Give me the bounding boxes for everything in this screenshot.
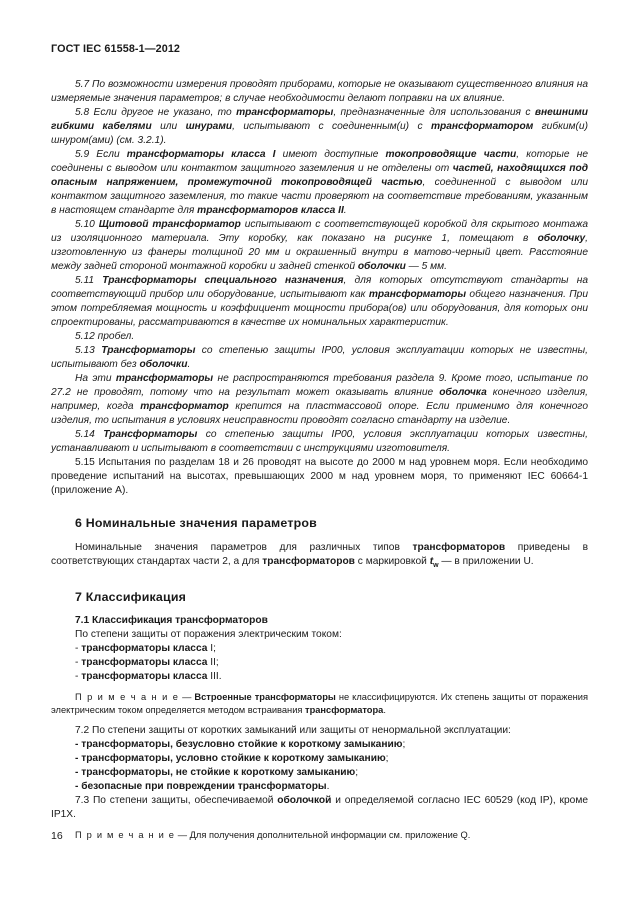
list-item: - трансформаторы, не стойкие к короткому замыканию; (75, 767, 359, 779)
list-item: - трансформаторы, условно стойкие к короткому замыканию; (75, 753, 389, 765)
section-7-heading: 7 Классификация (75, 590, 187, 605)
page-number: 16 (51, 830, 63, 842)
clause-5-13: 5.13 Трансформаторы со степенью защиты IP00, условия эксплуатации которых не известны, испытывают без оболочки. (51, 345, 588, 370)
section-6-heading: 6 Номинальные значения параметров (75, 516, 317, 530)
clause-5-14: 5.14 Трансформаторы со степенью защиты IP00, условия эксплуатации которых известны, устанавливают и испытывают в соответствии с инструкциями изготовителя. (51, 429, 588, 454)
note-7-3: П р и м е ч а н и е — Для получения дополнительной информации см. приложение Q. (75, 830, 471, 841)
clause-5-15: 5.15 Испытания по разделам 18 и 26 проводят на высоте до 2000 м над уровнем моря. Если необходимо проведение испытаний на высотах, превышающих 2000 м над уровнем моря, то применяют IEC 60664-1 (приложение А). (51, 457, 588, 496)
list-item: - трансформаторы, безусловно стойкие к короткому замыканию; (75, 739, 406, 751)
clause-7-1-intro: По степени защиты от поражения электрическим током: (75, 629, 342, 641)
list-item: - трансформаторы класса I; (75, 643, 216, 655)
clause-5-10: 5.10 Щитовой трансформатор испытывают с соответствующей коробкой для скрытого монтажа из изоляционного материала. Эту коробку, как показано на рисунке 1, помещают в оболочку, изготовленную из фанеры толщиной 20 мм и окрашенный внутри в матово-черный цвет. Расстояние между задней стороной монтажной коробки и задней стенкой оболочки — 5 мм. (51, 219, 589, 272)
running-head: ГОСТ IEC 61558-1—2012 (51, 43, 181, 55)
list-item: - трансформаторы класса II; (75, 657, 219, 669)
clause-5-8: 5.8 Если другое не указано, то трансформаторы, предназначенные для использования с внешними гибкими кабелями или шнурами, испытывают с соединенным(и) с трансформатором гибким(и) шнуром(ами) (см. 3.2.1). (51, 107, 588, 146)
clause-5-13-continued: На эти трансформаторы не распространяются требования раздела 9. Кроме того, испытание по 27.2 не проводят, потому что на результат может оказывать влияние оболочка конечного изделия, например, когда трансформатор крепится на пластмассовой опоре. Если применимо для конечного изделия, то испытания в условиях неисправности проводят согласно стандарту на изделие. (51, 373, 588, 426)
clause-7-3: 7.3 По степени защиты, обеспечиваемой оболочкой и определяемой согласно IEC 60529 (код IP), кроме IP1X. (51, 795, 588, 821)
clause-7-1-heading: 7.1 Классификация трансформаторов (75, 615, 268, 627)
note-7-1: П р и м е ч а н и е — Встроенные трансформаторы не классифицируются. Их степень защиты от поражения электрическим током определяется методом встраивания трансформатора. (51, 692, 589, 716)
list-item: - трансформаторы класса III. (75, 671, 222, 683)
clause-5-7: 5.7 По возможности измерения проводят приборами, которые не оказывают существенного влияния на измеряемые значения параметров; в случае необходимости делают поправки на их влияние. (51, 79, 588, 104)
clause-7-2: 7.2 По степени защиты от коротких замыканий или защиты от ненормальной эксплуатации: (75, 725, 511, 737)
clause-5-12: 5.12 пробел. (75, 331, 135, 342)
clause-5-11: 5.11 Трансформаторы специального назначения, для которых отсутствуют стандарты на соответствующий прибор или оборудование, испытывают как трансформаторы общего назначения. При этом потребляемая мощность и коэффициент мощности прибора(ов) или оборудования, для которых они спроектированы, рассматриваются в качестве их номинальных характеристик. (51, 275, 588, 328)
list-item: - безопасные при повреждении трансформаторы. (75, 781, 330, 793)
section-6-text: Номинальные значения параметров для различных типов трансформаторов приведены в соответствующих стандартах части 2, а для трансформаторов с маркировкой $t_w$ — в приложении U. (51, 542, 588, 570)
clause-5-9: 5.9 Если трансформаторы класса I имеют доступные токопроводящие части, которые не соединены с выводом или контактом защитного заземления и не отделены от частей, находящихся под опасным напряжением, промежуточной токопроводящей частью, соединенной с выводом или контактом защитного заземления, то такие части проверяют на соответствие требованиям, указанным в настоящем стандарте для трансформаторов класса II. (51, 149, 588, 216)
